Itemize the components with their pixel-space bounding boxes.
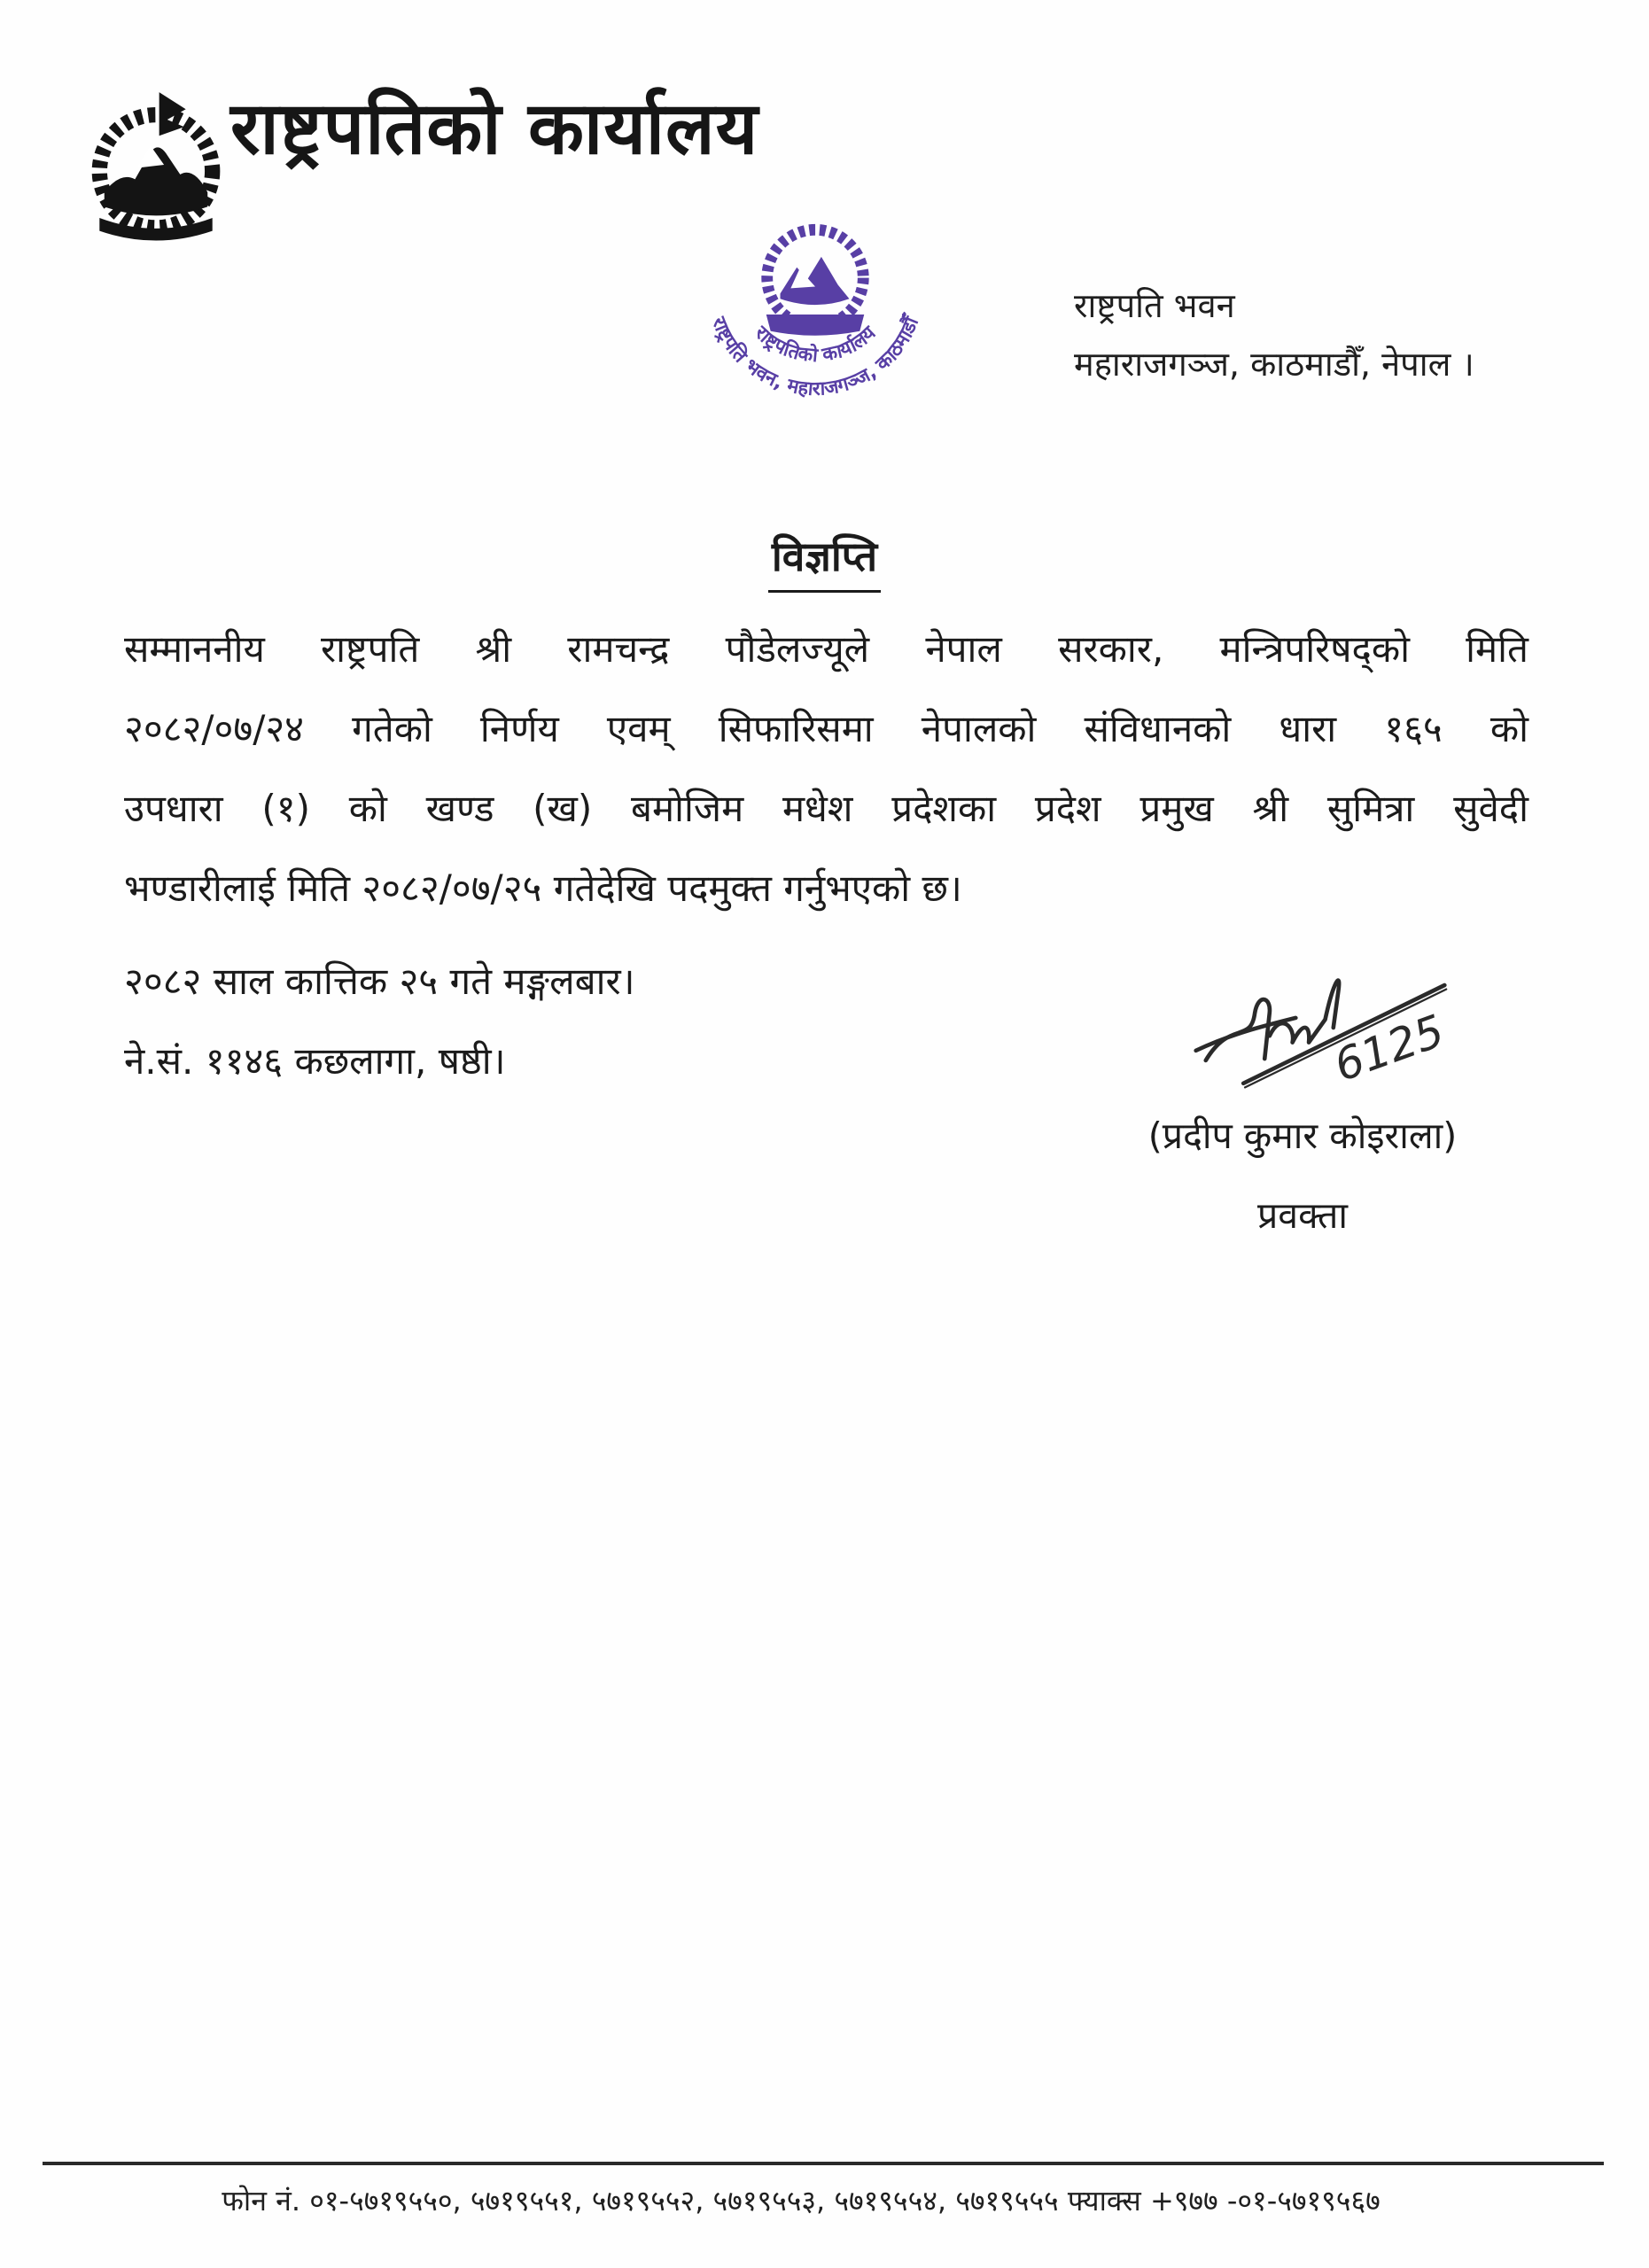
address-line-2: महाराजगञ्ज, काठमाडौँ, नेपाल । bbox=[1074, 345, 1474, 384]
signature-stroke bbox=[1206, 999, 1270, 1060]
office-seal-stamp bbox=[684, 206, 946, 425]
date-line-ns: ने.सं. ११४६ कछलागा, षष्ठी। bbox=[124, 1039, 506, 1083]
seal-banner bbox=[766, 315, 865, 336]
signature-handwriting bbox=[1161, 921, 1480, 1134]
signatory-block bbox=[1090, 1115, 1515, 1237]
address-line-1: राष्ट्रपति भवन bbox=[1074, 286, 1235, 325]
notice-body bbox=[124, 615, 1528, 934]
signature-number: 6125 bbox=[1327, 1005, 1451, 1092]
notice-heading-wrap bbox=[0, 528, 1649, 593]
notice-heading: विज्ञप्ति bbox=[768, 528, 881, 593]
office-address bbox=[1074, 276, 1474, 393]
body-line: उपधारा (१) को खण्ड (ख) बमोजिम मधेश प्रदेशका प्रदेश प्रमुख श्री सुमित्रा सुवेदी bbox=[124, 787, 1528, 830]
seal-mountains bbox=[781, 257, 850, 305]
date-line-bs: २०८२ साल कात्तिक २५ गते मङ्गलबार। bbox=[124, 959, 635, 1003]
footer-contact: फोन नं. ०१-५७१९५५०, ५७१९५५१, ५७१९५५२, ५७१९५५३, ५७१९५५४, ५७१९५५५ फ्याक्स +९७७ -०१-५७१९५६७ bbox=[222, 2184, 1381, 2218]
seal-outer-text: राष्ट्रपति भवन, महाराजगञ्ज, काठमाडौँ bbox=[706, 314, 924, 401]
page-title: राष्ट्रपतिको कार्यालय bbox=[230, 87, 759, 171]
seal-inner-text: राष्ट्रपतिको कार्यालय bbox=[750, 322, 881, 368]
body-line: सम्माननीय राष्ट्रपति श्री रामचन्द्र पौडेलज्यूले नेपाल सरकार, मन्त्रिपरिषद्को मिति bbox=[124, 627, 1528, 671]
signature-stroke bbox=[1270, 981, 1339, 1043]
body-line: २०८२/०७/२४ गतेको निर्णय एवम् सिफारिसमा नेपालको संविधानको धारा १६५ को bbox=[124, 707, 1528, 750]
body-line: भण्डारीलाई मिति २०८२/०७/२५ गतेदेखि पदमुक्त गर्नुभएको छ। bbox=[124, 866, 962, 910]
signatory-designation: प्रवक्ता bbox=[1256, 1194, 1349, 1237]
nepal-emblem-icon bbox=[75, 82, 237, 248]
signatory-name: (प्रदीप कुमार कोइराला) bbox=[1147, 1115, 1458, 1157]
footer-divider bbox=[43, 2162, 1604, 2165]
emblem-banner bbox=[99, 218, 212, 240]
